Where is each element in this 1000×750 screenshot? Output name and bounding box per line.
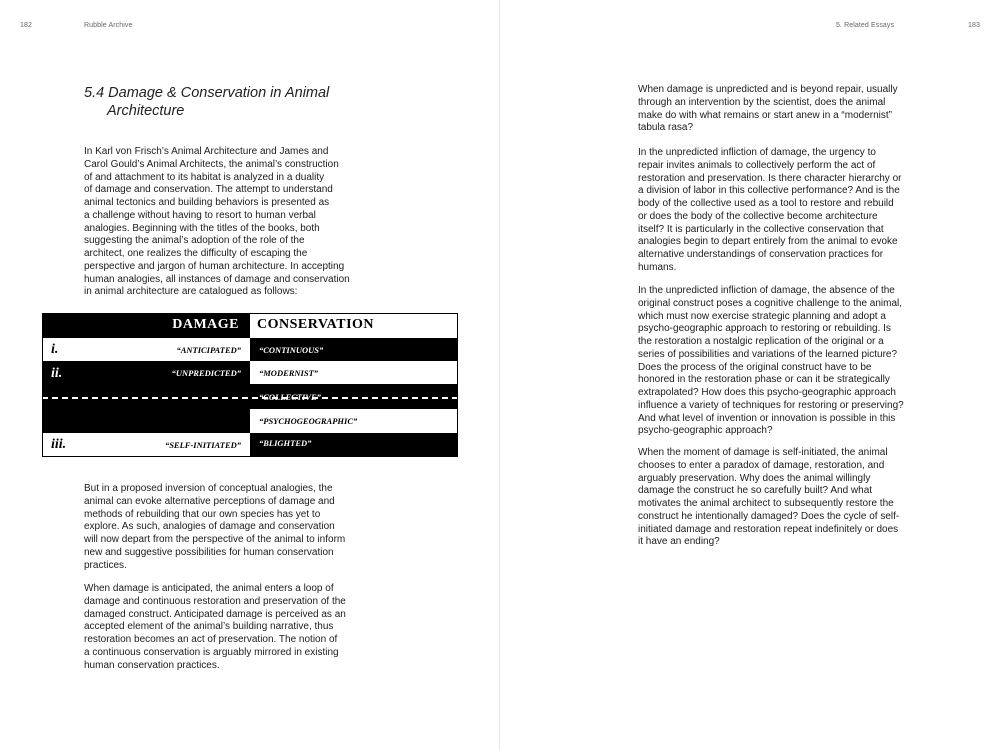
damage-self-initiated: “SELF-INITIATED” xyxy=(164,440,241,450)
page-number-right: 183 xyxy=(968,22,980,29)
right-paragraph-4: When the moment of damage is self-initiated, the animal chooses to enter a paradox of damage, restoration, and arguably preservation. Why does the animal willingly damage the construct he so carefully built? And what motivates the animal architect to subsequently restore the construct he intentionally damaged? Does the cycle of self- initiated damage and restoration repeat indefinitely or does it have an ending? xyxy=(638,447,900,548)
right-paragraph-3: In the unpredicted infliction of damage, the absence of the original construct poses a cognitive challenge to the animal, which must now exercise strategic planning and adopt a psycho-geographic approach to restoring or rebuilding. Is the restoration a nostalgic replication of the original or a series of possibilities and variations of the learned picture? Does the process of the original construct have to be honored in the restoration phase or can it be strategically extrapolated? How does this psycho-geographic approach influence a variety of techniques for restoring or preserving? And what level of invention or innovation is possible in this psycho-geographic approach? xyxy=(638,285,904,437)
row-numeral-i: i. xyxy=(51,342,59,357)
conservation-blighted: “BLIGHTED” xyxy=(259,438,312,448)
row-numeral-ii: ii. xyxy=(51,366,63,381)
right-paragraph-1: When damage is unpredicted and is beyond repair, usually through an intervention by the scientist, does the animal make do with what remains or start anew in a “modernist” tabula rasa? xyxy=(638,84,898,134)
conservation-header: CONSERVATION xyxy=(257,317,375,332)
page-number-left: 182 xyxy=(20,22,32,29)
row-numeral-iii: iii. xyxy=(51,437,67,452)
conservation-psychogeographic: “PSYCHOGEOGRAPHIC” xyxy=(259,416,358,426)
heading-line-2: Architecture xyxy=(107,103,185,119)
right-paragraph-2: In the unpredicted infliction of damage, the urgency to repair invites animals to collectively perform the act of restoration and preservation. Is there character hierarchy or a division of labor in this collective performance? And is the body of the collective used as a tool to restore and rebuild or does the body of the collective become architecture itself? It is particularly in the collective conservation that analogies begin to depart entirely from the animal to evoke alternative understandings of conservation practices for humans. xyxy=(638,147,902,273)
left-paragraph-2: But in a proposed inversion of conceptual analogies, the animal can evoke alternative perceptions of damage and methods of rebuilding that our own species has yet to explore. As such, analogies of damage and conservation will now depart from the perspective of the animal to inform new and suggestive possibilities for human conservation practices. xyxy=(84,483,346,571)
right-page xyxy=(500,0,1000,750)
section-heading xyxy=(84,84,384,120)
running-head-left: Rubble Archive xyxy=(84,22,133,29)
conservation-collective: “COLLECTIVE” xyxy=(259,392,321,402)
damage-conservation-table xyxy=(42,313,458,457)
heading-line-1: 5.4 Damage & Conservation in Animal xyxy=(84,85,330,101)
left-paragraph-1: In Karl von Frisch’s Animal Architecture and James and Carol Gould’s Animal Architects, the animal’s construction of and attachment to its habitat is analyzed in a duality of damage and conservation. The attempt to understand animal tectonics and building behaviors is presented as a challenge without having to resort to human verbal analogies. Beginning with the titles of the books, both suggesting the animal’s adoption of the role of the architect, one realizes the difficulty of escaping the perspective and jargon of human architecture. In accepting human analogies, all instances of damage and conservation in animal architecture are catalogued as follows: xyxy=(84,146,350,298)
left-paragraph-3: When damage is anticipated, the animal enters a loop of damage and continuous restoration and preservation of the damaged construct. Anticipated damage is perceived as an accepted element of the animal’s building narrative, thus restoration becomes an act of preservation. The notion of a continuous conservation is arguably mirrored in existing human conservation practices. xyxy=(84,583,346,671)
damage-anticipated: “ANTICIPATED” xyxy=(176,345,241,355)
damage-unpredicted: “UNPREDICTED” xyxy=(171,368,241,378)
dashed-divider xyxy=(42,397,458,399)
conservation-continuous: “CONTINUOUS” xyxy=(259,345,324,355)
conservation-modernist: “MODERNIST” xyxy=(259,368,319,378)
damage-header: DAMAGE xyxy=(172,317,239,332)
running-head-right: 5. Related Essays xyxy=(836,22,895,29)
